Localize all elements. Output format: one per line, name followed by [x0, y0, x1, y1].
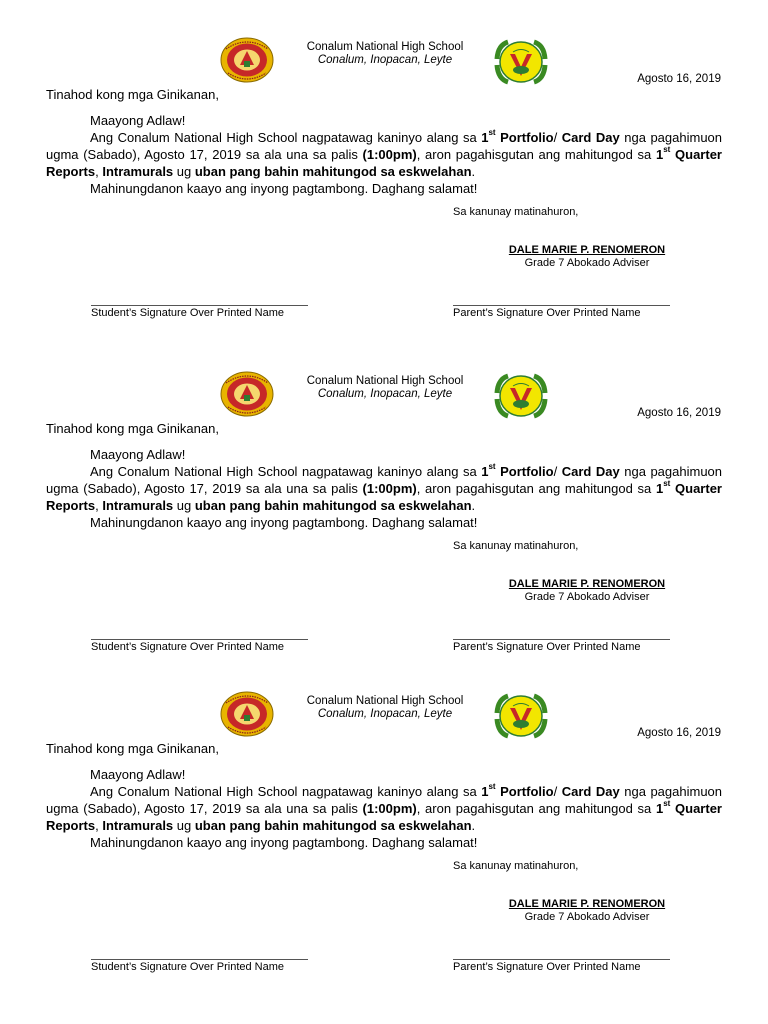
letter-body [46, 463, 722, 531]
body-paragraph-main: Ang Conalum National High School nagpatawag kaninyo alang sa 1st Portfolio/ Card Day nga pagahimuon ugma (Sabado), Agosto 17, 2019 sa ala una sa palis (1:00pm), aron pagahisgutan ang mahitungod sa 1st Quarter Reports, Intramurals ug uban pang bahin mahitungod sa eskwelahan. [46, 128, 723, 179]
greeting: Maayong Adlaw! [90, 447, 186, 462]
salutation: Tinahod kong mga Ginikanan, [46, 421, 219, 436]
closing: Sa kanunay matinahuron, [453, 540, 579, 552]
greeting: Maayong Adlaw! [90, 767, 186, 782]
adviser-name: DALE MARIE P. RENOMERON [508, 244, 666, 256]
salutation: Tinahod kong mga Ginikanan, [46, 87, 219, 102]
adviser-title: Grade 7 Abokado Adviser [524, 911, 650, 923]
student-signature-label: Student’s Signature Over Printed Name [91, 307, 285, 319]
salutation: Tinahod kong mga Ginikanan, [46, 741, 219, 756]
school-address: Conalum, Inopacan, Leyte [317, 388, 453, 400]
school-seal-logo [220, 371, 274, 417]
body-paragraph-main: Ang Conalum National High School nagpatawag kaninyo alang sa 1st Portfolio/ Card Day nga pagahimuon ugma (Sabado), Agosto 17, 2019 sa ala una sa palis (1:00pm), aron pagahisgutan ang mahitungod sa 1st Quarter Reports, Intramurals ug uban pang bahin mahitungod sa eskwelahan. [46, 782, 723, 833]
greeting: Maayong Adlaw! [90, 113, 186, 128]
closing: Sa kanunay matinahuron, [453, 206, 579, 218]
letter-body [46, 783, 722, 851]
letter-date: Agosto 16, 2019 [637, 407, 721, 419]
student-signature-label: Student’s Signature Over Printed Name [91, 641, 285, 653]
body-paragraph-main: Ang Conalum National High School nagpatawag kaninyo alang sa 1st Portfolio/ Card Day nga pagahimuon ugma (Sabado), Agosto 17, 2019 sa ala una sa palis (1:00pm), aron pagahisgutan ang mahitungod sa 1st Quarter Reports, Intramurals ug uban pang bahin mahitungod sa eskwelahan. [46, 462, 723, 513]
parent-signature-line [453, 639, 670, 640]
closing: Sa kanunay matinahuron, [453, 860, 579, 872]
adviser-name: DALE MARIE P. RENOMERON [508, 578, 666, 590]
letter-copy-2 [0, 375, 768, 695]
body-paragraph-thanks: Mahinungdanon kaayo ang inyong pagtambong. Daghang salamat! [90, 181, 478, 196]
school-name: Conalum National High School [306, 375, 464, 387]
letter-date: Agosto 16, 2019 [637, 727, 721, 739]
school-name: Conalum National High School [306, 41, 464, 53]
school-address: Conalum, Inopacan, Leyte [317, 54, 453, 66]
school-seal-logo [220, 691, 274, 737]
parent-signature-line [453, 959, 670, 960]
letter-copy-3 [0, 695, 768, 1015]
adviser-title: Grade 7 Abokado Adviser [524, 591, 650, 603]
letter-body [46, 129, 722, 197]
body-paragraph-thanks: Mahinungdanon kaayo ang inyong pagtambong. Daghang salamat! [90, 835, 478, 850]
parent-signature-label: Parent’s Signature Over Printed Name [453, 307, 641, 319]
student-signature-line [91, 959, 308, 960]
adviser-title: Grade 7 Abokado Adviser [524, 257, 650, 269]
adviser-name: DALE MARIE P. RENOMERON [508, 898, 666, 910]
parent-signature-line [453, 305, 670, 306]
school-badge-logo [494, 39, 548, 85]
student-signature-label: Student’s Signature Over Printed Name [91, 961, 285, 973]
student-signature-line [91, 639, 308, 640]
parent-signature-label: Parent’s Signature Over Printed Name [453, 961, 641, 973]
letter-copy-1 [0, 41, 768, 361]
school-name: Conalum National High School [306, 695, 464, 707]
student-signature-line [91, 305, 308, 306]
school-address: Conalum, Inopacan, Leyte [317, 708, 453, 720]
school-badge-logo [494, 693, 548, 739]
school-seal-logo [220, 37, 274, 83]
parent-signature-label: Parent’s Signature Over Printed Name [453, 641, 641, 653]
body-paragraph-thanks: Mahinungdanon kaayo ang inyong pagtambong. Daghang salamat! [90, 515, 478, 530]
letter-date: Agosto 16, 2019 [637, 73, 721, 85]
school-badge-logo [494, 373, 548, 419]
